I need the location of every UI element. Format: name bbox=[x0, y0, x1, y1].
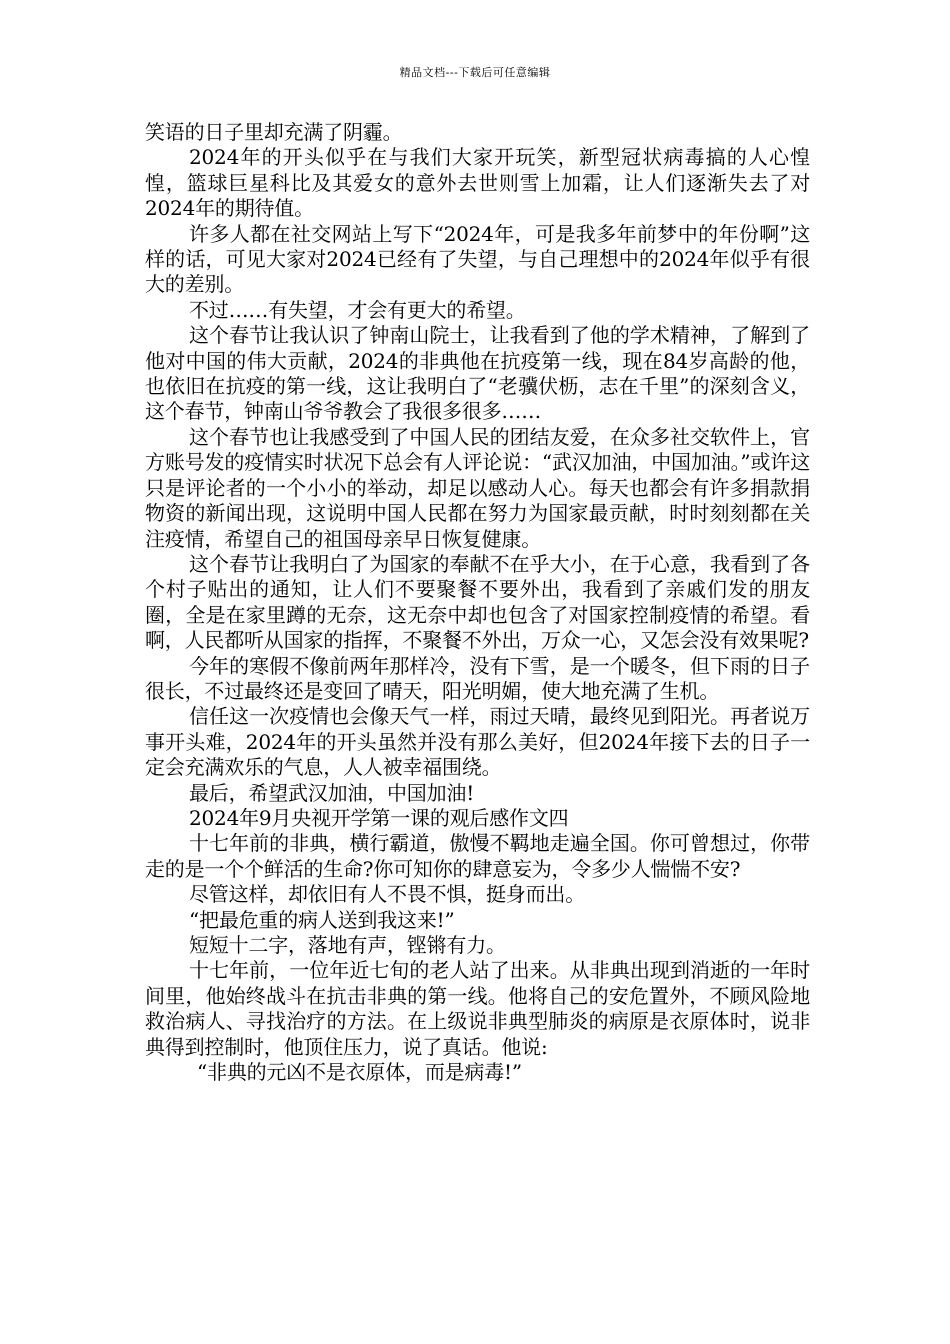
paragraph: 十七年前，一位年近七旬的老人站了出来。从非典出现到消逝的一年时间里，他始终战斗在抗击非典的第一线。他将自己的安危置外，不顾风险地救治病人、寻找治疗的方法。在上级说非典型肺炎的病原是衣原体时，说非典得到控制时，他顶住压力，说了真话。他说: bbox=[145, 958, 810, 1059]
section-heading: 2024年9月央视开学第一课的观后感作文四 bbox=[189, 805, 569, 830]
paragraph: 笑语的日子里却充满了阴霾。 bbox=[145, 120, 403, 144]
paragraph: 短短十二字，落地有声，铿锵有力。 bbox=[189, 933, 506, 957]
quotation: “把最危重的病人送到我这来!” bbox=[189, 907, 455, 932]
quotation: “非典的元凶不是衣原体，而是病毒!” bbox=[197, 1060, 522, 1085]
paragraph: 十七年前的非典，横行霸道，傲慢不羁地走遍全国。你可曾想过，你带走的是一个个鲜活的生命?你可知你的肆意妄为，令多少人惴惴不安? bbox=[145, 831, 810, 881]
paragraph: 信任这一次疫情也会像天气一样，雨过天晴，最终见到阳光。再者说万事开头难，2024年的开头虽然并没有那么美好，但2024年接下去的日子一定会充满欢乐的气息，人人被幸福围绕。 bbox=[145, 704, 810, 780]
paragraph: 这个春节让我明白了为国家的奉献不在乎大小，在于心意，我看到了各个村子贴出的通知，让人们不要聚餐不要外出，我看到了亲戚们发的朋友圈，全是在家里蹲的无奈，这无奈中却也包含了对国家控制疫情的希望。看啊，人民都听从国家的指挥，不聚餐不外出，万众一心，又怎会没有效果呢? bbox=[145, 551, 810, 653]
paragraph: 许多人都在社交网站上写下“2024年，可是我多年前梦中的年份啊”这样的话，可见大家对2024已经有了失望，与自己理想中的2024年似乎有很大的差别。 bbox=[145, 221, 810, 297]
paragraph: 今年的寒假不像前两年那样冷，没有下雪，是一个暖冬，但下雨的日子很长，不过最终还是变回了晴天，阳光明媚，使大地充满了生机。 bbox=[145, 653, 810, 703]
paragraph: 2024年的开头似乎在与我们大家开玩笑，新型冠状病毒搞的人心惶惶，篮球巨星科比及其爱女的意外去世则雪上加霜，让人们逐渐失去了对2024年的期待值。 bbox=[145, 145, 810, 221]
page-header: 精品文档---下载后可任意编辑 bbox=[399, 66, 551, 79]
document-body bbox=[145, 120, 810, 1085]
paragraph: 这个春节让我认识了钟南山院士，让我看到了他的学术精神，了解到了他对中国的伟大贡献，2024的非典他在抗疫第一线，现在84岁高龄的他，也依旧在抗疫的第一线，这让我明白了“老骥伏枥，志在千里”的深刻含义，这个春节，钟南山爷爷教会了我很多很多…… bbox=[145, 323, 810, 424]
paragraph: 不过……有失望，才会有更大的希望。 bbox=[189, 297, 526, 322]
paragraph: 尽管这样，却依旧有人不畏不惧，挺身而出。 bbox=[189, 882, 585, 907]
paragraph: 这个春节也让我感受到了中国人民的团结友爱，在众多社交软件上，官方账号发的疫情实时状况下总会有人评论说：“武汉加油，中国加油。”或许这只是评论者的一个小小的举动，却足以感动人心。每天也都会有许多捐款捐物资的新闻出现，这说明中国人民都在努力为国家最贡献，时时刻刻都在关注疫情，希望自己的祖国母亲早日恢复健康。 bbox=[145, 424, 810, 551]
paragraph: 最后，希望武汉加油，中国加油! bbox=[189, 780, 475, 805]
